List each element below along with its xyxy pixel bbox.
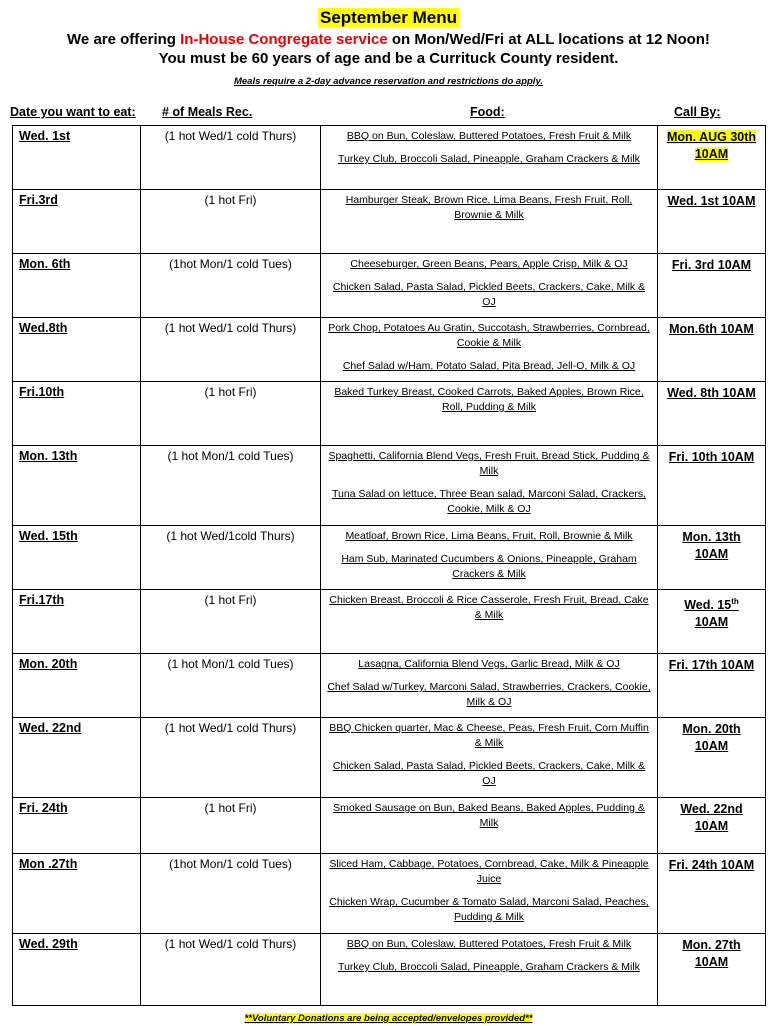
food-item: Cheeseburger, Green Beans, Pears, Apple Crisp, Milk & OJ [350, 258, 628, 270]
call-by-text: Mon. AUG 30th 10AM [666, 130, 757, 161]
call-by-text: Wed. 8th 10AM [667, 386, 756, 400]
call-by-deadline [658, 718, 766, 798]
meal-date: Wed.8th [13, 318, 141, 382]
call-by-text: Fri. 10th 10AM [668, 450, 755, 464]
food-item: Baked Turkey Breast, Cooked Carrots, Baked Apples, Brown Rice, Roll, Pudding & Milk [334, 386, 644, 413]
food-item: Sliced Ham, Cabbage, Potatoes, Cornbread, Cake, Milk & Pineapple Juice [329, 858, 649, 885]
meals-received: (1 hot Wed/1 cold Thurs) [141, 318, 321, 382]
food-item: Pork Chop, Potatoes Au Gratin, Succotash, Strawberries, Cornbread, Cookie & Milk [328, 322, 650, 349]
call-by-suffix: th [731, 597, 739, 606]
food-item: Ham Sub, Marinated Cucumbers & Onions, Pineapple, Graham Crackers & Milk [341, 553, 637, 580]
call-by-deadline [658, 526, 766, 590]
menu-row [13, 654, 766, 718]
food-item: Spaghetti, California Blend Vegs, Fresh Fruit, Bread Stick, Pudding & Milk [328, 450, 650, 477]
meal-date: Wed. 29th [13, 934, 141, 1006]
call-by-text: Fri. 3rd 10AM [671, 258, 752, 272]
food-item: BBQ on Bun, Coleslaw, Buttered Potatoes, Fresh Fruit & Milk [346, 938, 632, 950]
meal-date: Mon .27th [13, 854, 141, 934]
service-name: In-House Congregate service [180, 31, 388, 48]
food-item: Lasagna, California Blend Vegs, Garlic Bread, Milk & OJ [358, 658, 620, 670]
food-item: BBQ on Bun, Coleslaw, Buttered Potatoes, Fresh Fruit & Milk [346, 130, 632, 142]
food-item: Smoked Sausage on Bun, Baked Beans, Baked Apples, Pudding & Milk [333, 802, 645, 829]
food-cell [321, 254, 658, 318]
food-cell [321, 446, 658, 526]
call-by-deadline [658, 798, 766, 854]
meals-received: (1 hot Wed/1 cold Thurs) [141, 718, 321, 798]
announcement-before: We are offering [67, 31, 181, 48]
meals-received: (1 hot Fri) [141, 798, 321, 854]
call-by-text: Wed. 1st 10AM [667, 194, 756, 208]
menu-row [13, 126, 766, 190]
call-by-deadline [658, 382, 766, 446]
reservation-note: Meals require a 2-day advance reservation and restrictions do apply. [233, 76, 544, 87]
call-by-deadline [658, 318, 766, 382]
food-cell [321, 190, 658, 254]
food-item: Turkey Club, Broccoli Salad, Pineapple, Graham Crackers & Milk [338, 961, 640, 973]
food-cell [321, 526, 658, 590]
food-cell [321, 934, 658, 1006]
announcement-after: on Mon/Wed/Fri at ALL locations at 12 Noon! [387, 31, 710, 48]
menu-row [13, 854, 766, 934]
call-by-text: Mon. 27th 10AM [682, 938, 741, 969]
food-cell [321, 126, 658, 190]
call-by-text: Fri. 24th 10AM [668, 858, 755, 872]
header-date: Date you want to eat: [10, 105, 136, 119]
menu-row [13, 318, 766, 382]
call-by-day: Wed. 15 [684, 598, 732, 613]
meal-date: Mon. 20th [13, 654, 141, 718]
call-by-text: Mon. 20th 10AM [682, 722, 741, 753]
service-announcement [0, 31, 777, 48]
meals-received: (1 hot Wed/1cold Thurs) [141, 526, 321, 590]
food-item: Chicken Salad, Pasta Salad, Pickled Beets, Crackers, Cake, Milk & OJ [332, 760, 646, 787]
eligibility-line: You must be 60 years of age and be a Currituck County resident. [158, 50, 619, 67]
title-text: September Menu [320, 8, 457, 27]
call-by-text: Mon.6th 10AM [669, 322, 754, 336]
meals-received: (1 hot Fri) [141, 382, 321, 446]
call-by-text: Wed. 22nd 10AM [680, 802, 743, 833]
food-item: Chef Salad w/Turkey, Marconi Salad, Strawberries, Crackers, Cookie, Milk & OJ [327, 681, 651, 708]
meal-date: Wed. 15th [13, 526, 141, 590]
food-item: Chicken Salad, Pasta Salad, Pickled Beets, Crackers, Cake, Milk & OJ [332, 281, 646, 308]
meals-received: (1 hot Fri) [141, 590, 321, 654]
food-item: Chicken Wrap, Cucumber & Tomato Salad, Marconi Salad, Peaches, Pudding & Milk [329, 896, 649, 923]
food-item: Meatloaf, Brown Rice, Lima Beans, Fruit, Roll, Brownie & Milk [345, 530, 633, 542]
food-cell [321, 318, 658, 382]
call-by-deadline [658, 654, 766, 718]
menu-row [13, 590, 766, 654]
call-by-deadline [658, 854, 766, 934]
food-item: Turkey Club, Broccoli Salad, Pineapple, Graham Crackers & Milk [338, 153, 640, 165]
call-by-deadline [658, 934, 766, 1006]
meals-received: (1hot Mon/1 cold Tues) [141, 854, 321, 934]
menu-title [0, 8, 777, 28]
food-cell [321, 854, 658, 934]
call-by-text: Fri. 17th 10AM [668, 658, 755, 672]
call-by-deadline [658, 126, 766, 190]
meal-date: Wed. 1st [13, 126, 141, 190]
call-by-deadline [658, 254, 766, 318]
meals-received: (1 hot Wed/1 cold Thurs) [141, 126, 321, 190]
donation-footer [0, 1008, 777, 1026]
call-by-text: Mon. 13th 10AM [682, 530, 741, 561]
menu-row [13, 934, 766, 1006]
menu-table [12, 125, 766, 1006]
meal-date: Mon. 6th [13, 254, 141, 318]
menu-row [13, 718, 766, 798]
menu-row [13, 526, 766, 590]
meal-date: Mon. 13th [13, 446, 141, 526]
meals-received: (1 hot Mon/1 cold Tues) [141, 654, 321, 718]
meals-received: (1hot Mon/1 cold Tues) [141, 254, 321, 318]
meal-date: Wed. 22nd [13, 718, 141, 798]
food-item: Tuna Salad on lettuce, Three Bean salad, Marconi Salad, Crackers, Cookie, Milk & OJ [331, 488, 646, 515]
meals-received: (1 hot Wed/1 cold Thurs) [141, 934, 321, 1006]
header-callby: Call By: [674, 105, 721, 119]
header-food: Food: [470, 105, 505, 119]
footer-text: **Voluntary Donations are being accepted/envelopes provided** [244, 1013, 533, 1024]
meal-date: Fri.17th [13, 590, 141, 654]
food-cell [321, 654, 658, 718]
food-cell [321, 590, 658, 654]
call-by-deadline [658, 590, 766, 654]
meals-received: (1 hot Mon/1 cold Tues) [141, 446, 321, 526]
call-by-deadline [658, 190, 766, 254]
header-meals: # of Meals Rec. [162, 105, 253, 119]
menu-row [13, 446, 766, 526]
food-cell [321, 718, 658, 798]
call-by-deadline [658, 446, 766, 526]
food-item: Hamburger Steak, Brown Rice, Lima Beans, Fresh Fruit, Roll, Brownie & Milk [345, 194, 633, 221]
meal-date: Fri.10th [13, 382, 141, 446]
food-item: Chef Salad w/Ham, Potato Salad, Pita Bread, Jell-O, Milk & OJ [342, 360, 636, 372]
meal-date: Fri. 24th [13, 798, 141, 854]
menu-row [13, 190, 766, 254]
food-cell [321, 382, 658, 446]
food-item: BBQ Chicken quarter, Mac & Cheese, Peas, Fresh Fruit, Corn Muffin & Milk [329, 722, 649, 749]
food-item: Chicken Breast, Broccoli & Rice Casserole, Fresh Fruit, Bread, Cake & Milk [329, 594, 649, 621]
menu-row [13, 798, 766, 854]
menu-row [13, 382, 766, 446]
meals-received: (1 hot Fri) [141, 190, 321, 254]
menu-row [13, 254, 766, 318]
call-by-time: 10AM [694, 615, 729, 630]
food-cell [321, 798, 658, 854]
meal-date: Fri.3rd [13, 190, 141, 254]
